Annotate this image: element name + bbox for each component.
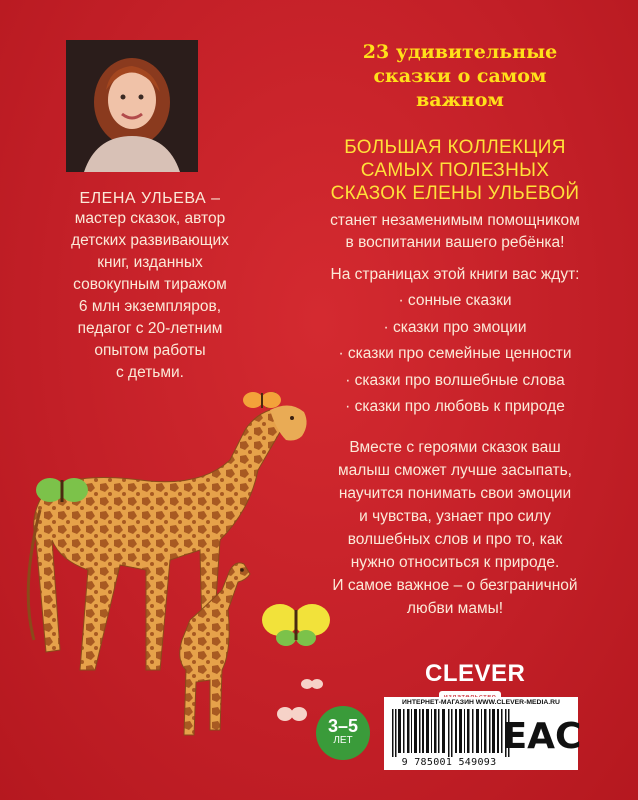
list-item: · сказки про эмоции — [300, 317, 610, 344]
list-item: · сонные сказки — [300, 290, 610, 317]
description-line: И самое важное – о безграничной — [332, 577, 578, 594]
description-paragraph — [300, 436, 610, 620]
author-bio — [10, 208, 290, 384]
author-bio-line: 6 млн экземпляров, — [78, 298, 222, 315]
author-bio-line: мастер сказок, автор — [74, 210, 226, 227]
description-line: малыш сможет лучше засыпать, — [338, 462, 572, 479]
isbn-number: 9 785001 549093 — [401, 757, 497, 768]
butterfly-icon — [277, 707, 307, 721]
shop-url: ИНТЕРНЕТ-МАГАЗИН WWW.CLEVER-MEDIA.RU — [402, 699, 560, 706]
author-bio-line: опытом работы — [94, 342, 206, 359]
age-badge — [316, 706, 370, 760]
author-bio-line: книг, изданных — [97, 254, 203, 271]
butterfly-icon — [301, 679, 323, 689]
list-intro: На страницах этой книги вас ждут: — [330, 266, 580, 283]
barcode-icon — [390, 709, 512, 757]
list-item: · сказки про любовь к природе — [300, 396, 610, 423]
author-bio-line: совокупным тиражом — [73, 276, 227, 293]
list-item: · сказки про семейные ценности — [300, 343, 610, 370]
butterfly-icon — [262, 604, 330, 646]
collection-subtitle — [300, 210, 610, 254]
butterfly-icon — [36, 478, 88, 502]
collection-heading — [300, 136, 610, 205]
eac-mark: EAC — [502, 716, 582, 757]
description-line: и чувства, узнает про силу — [359, 508, 551, 525]
story-type-list — [300, 290, 610, 423]
tagline-line: 23 удивительные — [362, 41, 558, 63]
age-unit: ЛЕТ — [333, 735, 353, 746]
publisher-name: CLEVER — [425, 660, 526, 687]
collection-line: САМЫХ ПОЛЕЗНЫХ — [360, 160, 550, 181]
tagline-line: сказки о самом — [373, 65, 547, 87]
tagline-line: важном — [416, 89, 504, 111]
collection-sub-line: станет незаменимым помощником — [330, 212, 580, 229]
collection-line: СКАЗОК ЕЛЕНЫ УЛЬЕВОЙ — [330, 183, 580, 204]
description-line: волшебных слов и про то, как — [347, 531, 563, 548]
list-item: · сказки про волшебные слова — [300, 370, 610, 397]
collection-sub-line: в воспитании вашего ребёнка! — [345, 234, 565, 251]
butterfly-icon — [243, 392, 281, 408]
description-line: научится понимать свои эмоции — [338, 485, 572, 502]
eac-certification-icon — [502, 708, 582, 758]
author-photo — [66, 40, 198, 172]
author-bio-line: детских развивающих — [71, 232, 229, 249]
description-line: Вместе с героями сказок ваш — [349, 439, 561, 456]
author-bio-line: с детьми. — [115, 364, 184, 381]
author-name: ЕЛЕНА УЛЬЕВА – — [79, 190, 221, 207]
description-line: любви мамы! — [406, 600, 504, 617]
tagline — [325, 40, 595, 112]
author-bio-line: педагог с 20-летним — [77, 320, 223, 337]
collection-line: БОЛЬШАЯ КОЛЛЕКЦИЯ — [344, 137, 566, 158]
giraffes-illustration — [0, 370, 340, 800]
description-line: нужно относиться к природе. — [350, 554, 560, 571]
age-range: 3–5 — [327, 716, 359, 736]
